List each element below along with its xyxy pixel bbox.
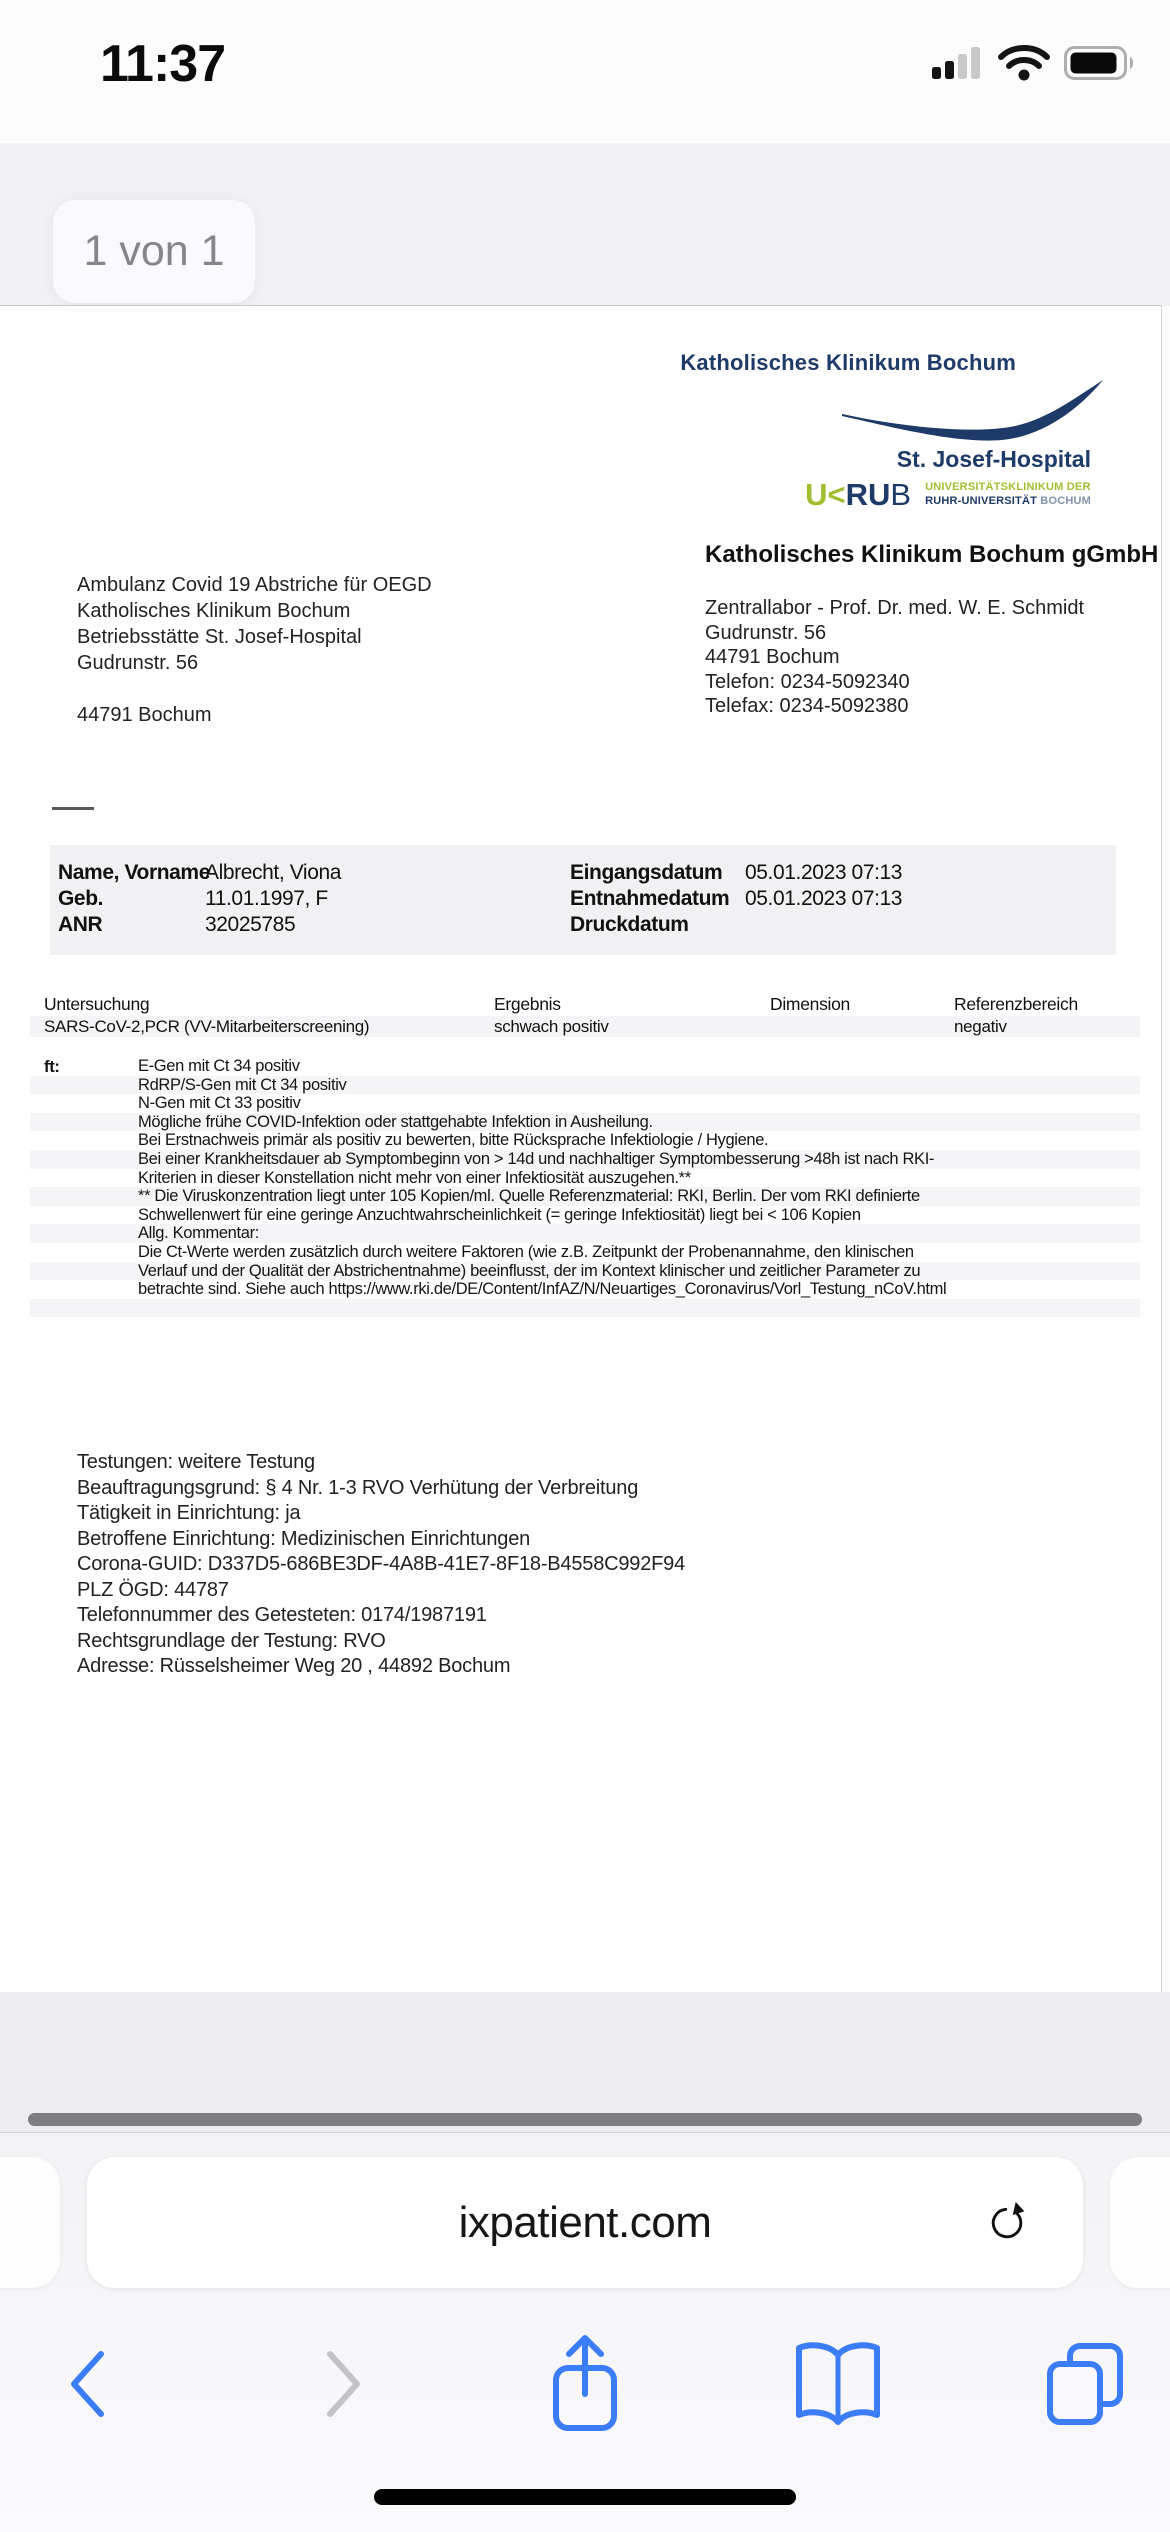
status-time: 11:37 <box>100 35 226 93</box>
results-header-row <box>0 994 1162 1015</box>
fold-mark <box>52 807 94 810</box>
order-detail-line: Testungen: weitere Testung <box>77 1451 315 1473</box>
patient-label: ANR <box>58 913 103 936</box>
university-line2-light: BOCHUM <box>1037 495 1091 507</box>
results-header-ergebnis: Ergebnis <box>494 994 561 1014</box>
footnote-label: ft: <box>44 1058 60 1076</box>
patient-value: 11.01.1997, F <box>205 887 328 910</box>
university-line1: UNIVERSITÄTSKLINIKUM DER <box>925 481 1091 493</box>
ukrub-wordmark <box>805 477 912 512</box>
url-text: ixpatient.com <box>458 2197 712 2247</box>
battery-icon <box>1064 46 1138 80</box>
footnote-block <box>30 1057 1140 1317</box>
clinic-logo-title: Katholisches Klinikum Bochum <box>680 350 1016 375</box>
footnote-line <box>30 1299 1140 1318</box>
order-detail-line: Rechtsgrundlage der Testung: RVO <box>77 1629 386 1652</box>
uk-logo-text: U< <box>805 477 846 512</box>
hospital-name: St. Josef-Hospital <box>896 446 1091 472</box>
order-detail-line: Beauftragungsgrund: § 4 Nr. 1-3 RVO Verhütung der Verbreitung <box>77 1476 639 1499</box>
order-detail-line: PLZ ÖGD: 44787 <box>77 1578 229 1601</box>
lab-address-line: Telefax: 0234-5092380 <box>705 695 909 717</box>
patient-value-2: 05.01.2023 07:13 <box>745 861 903 884</box>
bookmarks-button[interactable] <box>778 2319 898 2449</box>
university-claim <box>925 480 1091 508</box>
rub-bold-text: RU <box>845 477 891 512</box>
sender-address-line: 44791 Bochum <box>77 704 212 726</box>
results-header-untersuchung: Untersuchung <box>44 994 150 1014</box>
tabs-icon <box>1042 2340 1128 2428</box>
next-tab-sliver[interactable] <box>1110 2157 1170 2288</box>
address-bar[interactable] <box>87 2157 1083 2288</box>
patient-label-2: Eingangsdatum <box>570 861 723 884</box>
result-referenzbereich: negativ <box>954 1017 1007 1036</box>
footnote-line: RdRP/S-Gen mit Ct 34 positiv <box>30 1076 1140 1095</box>
pdf-document-page[interactable] <box>0 306 1162 1992</box>
footnote-line: Bei einer Krankheitsdauer ab Symptombeginn von > 14d und nachhaltiger Symptombesserung >48h ist nach RKI- <box>30 1150 1140 1169</box>
safari-bottom-bar <box>0 2133 1170 2532</box>
lab-address-block <box>705 596 1084 719</box>
patient-value: Albrecht, Viona <box>205 861 342 884</box>
tabs-button[interactable] <box>1025 2319 1145 2449</box>
order-details-block <box>77 1450 685 1680</box>
wifi-icon <box>998 44 1050 82</box>
page-indicator-badge <box>53 200 255 303</box>
order-detail-line: Corona-GUID: D337D5-686BE3DF-4A8B-41E7-8F18-B4558C992F94 <box>77 1553 686 1575</box>
organization-name: Katholisches Klinikum Bochum gGmbH <box>705 541 1159 568</box>
footnote-line: Bei Erstnachweis primär als positiv zu bewerten, bitte Rücksprache Infektiologie / Hygiene. <box>138 1131 769 1150</box>
order-detail-line: Adresse: Rüsselsheimer Weg 20 , 44892 Bochum <box>77 1655 511 1677</box>
forward-button[interactable] <box>283 2319 403 2449</box>
reload-button[interactable] <box>975 2191 1039 2255</box>
sender-address-block <box>77 572 432 728</box>
lab-address-line: 44791 Bochum <box>705 646 840 668</box>
chevron-right-icon <box>322 2349 364 2419</box>
footnote-line: Verlauf und der Qualität der Abstrichentnahme) beeinflusst, der im Kontext klinischer und zeitlicher Parameter zu <box>30 1262 1140 1281</box>
patient-info-box <box>50 845 1116 955</box>
sender-address-line <box>77 676 432 702</box>
result-ergebnis: schwach positiv <box>494 1017 609 1036</box>
lab-address-line: Telefon: 0234-5092340 <box>705 670 910 693</box>
footnote-line: betrachte sind. Siehe auch https://www.rki.de/DE/Content/InfAZ/N/Neuartiges_Coronavirus/Vorl_Testung_nCoV.html <box>138 1280 947 1299</box>
university-line2-bold: RUHR-UNIVERSITÄT <box>925 495 1038 507</box>
share-icon <box>546 2332 624 2436</box>
results-header-referenzbereich: Referenzbereich <box>954 994 1078 1014</box>
patient-label: Name, Vorname <box>58 861 210 884</box>
patient-label-2: Entnahmedatum <box>570 887 730 910</box>
safari-toolbar <box>0 2293 1170 2473</box>
home-indicator[interactable] <box>374 2489 796 2505</box>
lab-address-line: Zentrallabor - Prof. Dr. med. W. E. Schmidt <box>705 597 1085 619</box>
status-icons <box>932 44 1138 82</box>
footnote-line: Schwellenwert für eine geringe Anzuchtwahrscheinlichkeit (= geringe Infektiosität) liegt bei < 106 Kopien <box>138 1205 861 1224</box>
lab-address-line: Gudrunstr. 56 <box>705 621 827 644</box>
book-icon <box>791 2339 885 2429</box>
pdf-viewer-margin-bottom <box>0 1992 1170 2133</box>
order-detail-line: Betroffene Einrichtung: Medizinischen Einrichtungen <box>77 1527 531 1550</box>
status-bar <box>0 0 1170 143</box>
back-button[interactable] <box>28 2319 148 2449</box>
footnote-line: Die Ct-Werte werden zusätzlich durch weitere Faktoren (wie z.B. Zeitpunkt der Probenannahme, den klinischen <box>138 1242 914 1261</box>
clinic-logo-swoosh-icon <box>842 380 1104 448</box>
footnote-line: Kriterien in dieser Konstellation nicht mehr von einer Infektiosität auszugehen.** <box>138 1168 691 1187</box>
reload-icon <box>978 2194 1036 2252</box>
sender-address-line: Betriebsstätte St. Josef-Hospital <box>77 626 362 648</box>
order-detail-line: Tätigkeit in Einrichtung: ja <box>77 1502 301 1524</box>
patient-label: Geb. <box>58 887 104 910</box>
patient-row <box>50 861 1116 887</box>
patient-row <box>50 913 1116 939</box>
sender-address-line: Katholisches Klinikum Bochum <box>77 600 351 622</box>
footnote-line: ** Die Viruskonzentration liegt unter 105 Kopien/ml. Quelle Referenzmaterial: RKI, Berlin. Der vom RKI definierte <box>30 1187 1140 1206</box>
patient-value: 32025785 <box>205 913 296 936</box>
page-indicator-label: 1 von 1 <box>83 227 225 275</box>
results-data-row <box>30 1016 1140 1037</box>
scroll-indicator[interactable] <box>28 2113 1142 2126</box>
previous-tab-sliver[interactable] <box>0 2157 60 2288</box>
patient-label-2: Druckdatum <box>570 913 689 936</box>
share-button[interactable] <box>525 2319 645 2449</box>
chevron-left-icon <box>67 2349 109 2419</box>
footnote-line: N-Gen mit Ct 33 positiv <box>138 1094 301 1113</box>
rub-light-text: B <box>890 477 912 512</box>
ukrub-logo <box>805 477 1091 512</box>
sender-address-line: Gudrunstr. 56 <box>77 652 199 674</box>
results-header-dimension: Dimension <box>770 994 850 1014</box>
result-untersuchung: SARS-CoV-2,PCR (VV-Mitarbeiterscreening) <box>44 1017 370 1036</box>
footnote-line: Allg. Kommentar: <box>30 1224 1140 1243</box>
sender-address-line: Ambulanz Covid 19 Abstriche für OEGD <box>77 574 432 596</box>
order-detail-line: Telefonnummer des Getesteten: 0174/1987191 <box>77 1604 487 1626</box>
cellular-signal-icon <box>932 45 984 81</box>
footnote-line: E-Gen mit Ct 34 positiv <box>138 1057 300 1075</box>
patient-value-2: 05.01.2023 07:13 <box>745 887 903 910</box>
footnote-line: Mögliche frühe COVID-Infektion oder stattgehabte Infektion in Ausheilung. <box>30 1113 1140 1132</box>
patient-row <box>50 887 1116 913</box>
